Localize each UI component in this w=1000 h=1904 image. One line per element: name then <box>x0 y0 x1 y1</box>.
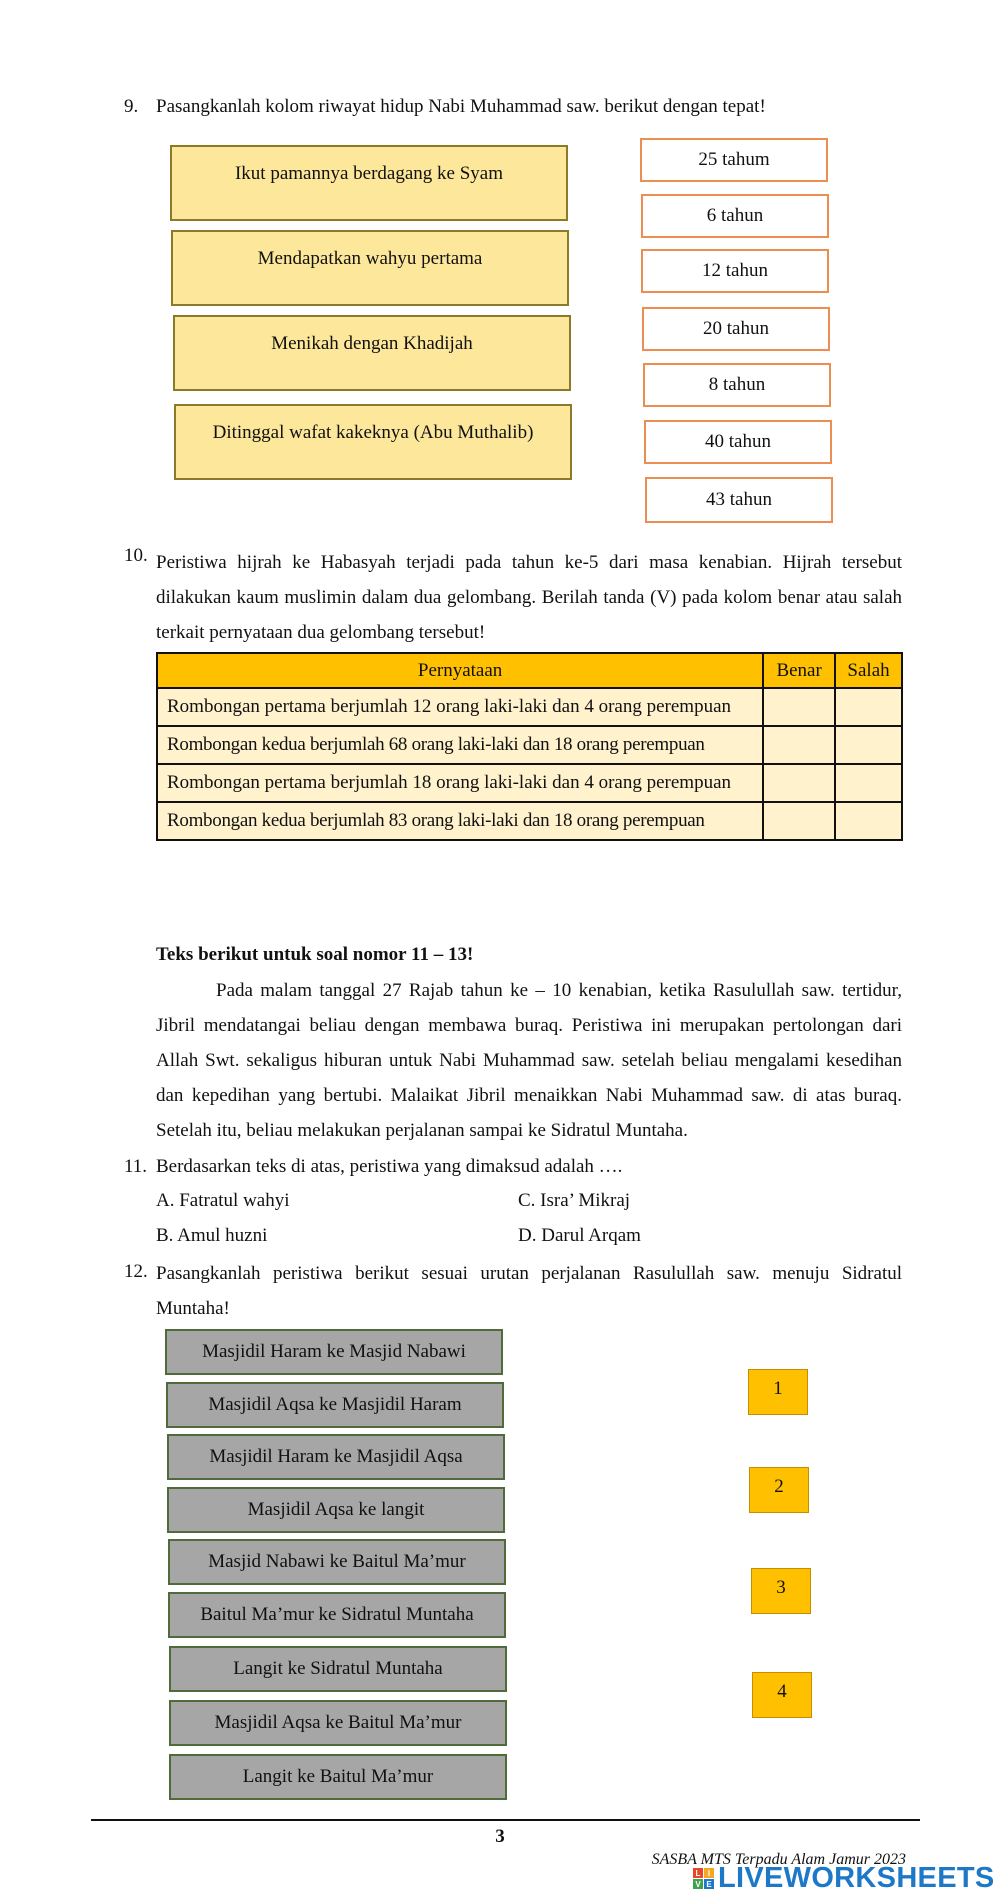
question-12-text: Pasangkanlah peristiwa berikut sesuai urutan perjalanan Rasulullah saw. menuju Sidratul Muntaha! <box>156 1263 902 1319</box>
q12-event-item[interactable]: Masjidil Aqsa ke langit <box>167 1487 505 1533</box>
q9-right-item[interactable]: 43 tahun <box>645 477 833 523</box>
q9-right-item[interactable]: 20 tahun <box>642 307 830 351</box>
q9-right-item[interactable]: 40 tahun <box>644 420 832 464</box>
false-cell[interactable] <box>835 802 902 840</box>
false-cell[interactable] <box>835 764 902 802</box>
liveworksheets-logo[interactable] <box>693 1862 995 1895</box>
true-cell[interactable] <box>763 764 835 802</box>
option-c[interactable]: C. Isra’ Mikraj <box>518 1190 631 1211</box>
q12-event-item[interactable]: Baitul Ma’mur ke Sidratul Muntaha <box>168 1592 506 1638</box>
q12-event-item[interactable]: Langit ke Baitul Ma’mur <box>169 1754 507 1800</box>
statement-table <box>156 652 903 841</box>
question-11-number: 11. <box>124 1156 148 1177</box>
q12-event-item[interactable]: Langit ke Sidratul Muntaha <box>169 1646 507 1692</box>
q9-right-item[interactable]: 12 tahun <box>641 249 829 293</box>
passage-body: Pada malam tanggal 27 Rajab tahun ke – 10 kenabian, ketika Rasulullah saw. tertidur, Jibril mendatangai beliau dengan membawa buraq. Peristiwa ini merupakan pertolongan dari Allah Swt. sekaligus hiburan untuk Nabi Muhammad saw. setelah beliau mengalami kesedihan dan kepedihan yang bertubi. Malaikat Jibril menaikkan Nabi Muhammad saw. di atas buraq. Setelah itu, beliau melakukan perjalanan sampai ke Sidratul Muntaha. <box>156 980 902 1141</box>
statement-cell: Rombongan kedua berjumlah 83 orang laki-laki dan 18 orang perempuan <box>157 802 763 840</box>
q12-slot[interactable]: 1 <box>748 1369 808 1415</box>
footer-source: SASBA MTS Terpadu Alam Jamur 2023 <box>651 1851 906 1868</box>
q12-event-item[interactable]: Masjidil Haram ke Masjidil Aqsa <box>167 1434 505 1480</box>
q9-left-item[interactable]: Ditinggal wafat kakeknya (Abu Muthalib) <box>174 404 572 480</box>
true-cell[interactable] <box>763 726 835 764</box>
logo-mark-icon: L I V E <box>693 1868 714 1889</box>
column-header-statement: Pernyataan <box>157 653 763 688</box>
table-row <box>157 802 902 840</box>
q12-slot[interactable]: 3 <box>751 1568 811 1614</box>
false-cell[interactable] <box>835 726 902 764</box>
column-header-true: Benar <box>763 653 835 688</box>
q9-left-item[interactable]: Mendapatkan wahyu pertama <box>171 230 569 306</box>
statement-cell: Rombongan pertama berjumlah 12 orang laki-laki dan 4 orang perempuan <box>157 688 763 726</box>
option-d[interactable]: D. Darul Arqam <box>518 1225 641 1246</box>
table-row <box>157 726 902 764</box>
column-header-false: Salah <box>835 653 902 688</box>
q9-right-item[interactable]: 6 tahun <box>641 194 829 238</box>
question-9-text: Pasangkanlah kolom riwayat hidup Nabi Muhammad saw. berikut dengan tepat! <box>156 96 766 117</box>
question-11-text: Berdasarkan teks di atas, peristiwa yang dimaksud adalah …. <box>156 1156 623 1177</box>
table-row <box>157 764 902 802</box>
q12-slot[interactable]: 2 <box>749 1467 809 1513</box>
false-cell[interactable] <box>835 688 902 726</box>
q12-event-item[interactable]: Masjidil Haram ke Masjid Nabawi <box>165 1329 503 1375</box>
q9-left-item[interactable]: Menikah dengan Khadijah <box>173 315 571 391</box>
q9-right-item[interactable]: 25 tahum <box>640 138 828 182</box>
true-cell[interactable] <box>763 802 835 840</box>
question-10-text: Peristiwa hijrah ke Habasyah terjadi pada tahun ke-5 dari masa kenabian. Hijrah tersebut dilakukan kaum muslimin dalam dua gelombang. Berilah tanda (V) pada kolom benar atau salah terkait pernyataan dua gelombang tersebut! <box>156 552 902 643</box>
question-10-number: 10. <box>124 545 148 566</box>
table-row <box>157 688 902 726</box>
question-12-number: 12. <box>124 1261 148 1282</box>
statement-cell: Rombongan kedua berjumlah 68 orang laki-laki dan 18 orang perempuan <box>157 726 763 764</box>
statement-cell: Rombongan pertama berjumlah 18 orang laki-laki dan 4 orang perempuan <box>157 764 763 802</box>
table-header-row <box>157 653 902 688</box>
q12-slot[interactable]: 4 <box>752 1672 812 1718</box>
logo-text: LIVEWORKSHEETS <box>718 1862 995 1894</box>
q12-event-item[interactable]: Masjidil Aqsa ke Baitul Ma’mur <box>169 1700 507 1746</box>
q9-right-item[interactable]: 8 tahun <box>643 363 831 407</box>
true-cell[interactable] <box>763 688 835 726</box>
question-9-number: 9. <box>124 96 139 117</box>
option-b[interactable]: B. Amul huzni <box>156 1225 268 1246</box>
page-number: 3 <box>495 1826 505 1847</box>
footer-divider <box>91 1819 920 1821</box>
q9-left-item[interactable]: Ikut pamannya berdagang ke Syam <box>170 145 568 221</box>
q12-event-item[interactable]: Masjidil Aqsa ke Masjidil Haram <box>166 1382 504 1428</box>
q12-event-item[interactable]: Masjid Nabawi ke Baitul Ma’mur <box>168 1539 506 1585</box>
option-a[interactable]: A. Fatratul wahyi <box>156 1190 290 1211</box>
passage-heading: Teks berikut untuk soal nomor 11 – 13! <box>156 944 474 965</box>
